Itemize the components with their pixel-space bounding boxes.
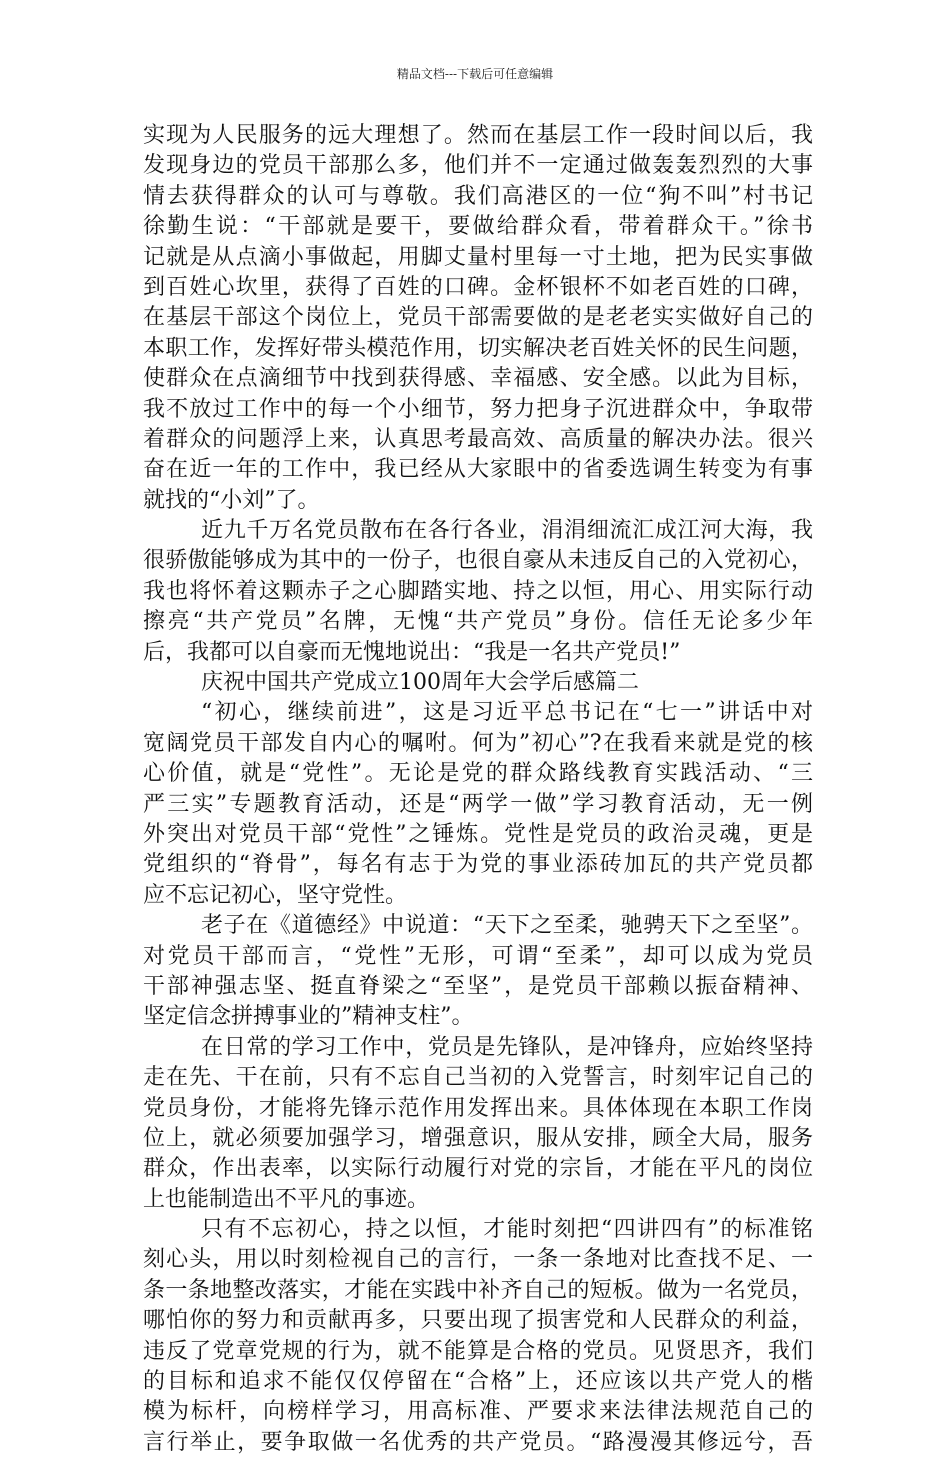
page-header: 精品文档---下载后可任意编辑 (396, 67, 554, 81)
document-body (143, 121, 813, 1458)
text-line: 条一条地整改落实，才能在实践中补齐自己的短板。做为一名党员， (143, 1277, 813, 1303)
paragraph (143, 516, 813, 668)
paragraph (143, 668, 813, 698)
text-line: 到百姓心坎里，获得了百姓的口碑。金杯银杯不如老百姓的口碑， (143, 274, 813, 300)
text-line: 党组织的“脊骨”，每名有志于为党的事业添砖加瓦的共产党员都 (143, 852, 813, 878)
paragraph (143, 911, 813, 1033)
text-line: 就找的“小刘”了。 (143, 487, 320, 513)
text-line: 本职工作，发挥好带头模范作用，切实解决老百姓关怀的民生问题， (143, 335, 813, 361)
text-line: 对党员干部而言，“党性”无形，可谓“至柔”，却可以成为党员 (143, 943, 813, 969)
paragraph (143, 1215, 813, 1458)
text-line: 记就是从点滴小事做起，用脚丈量村里每一寸土地，把为民实事做 (143, 244, 813, 270)
text-line: 坚定信念拼搏事业的”精神支柱”。 (143, 1004, 474, 1030)
text-line: 上也能制造出不平凡的事迹。 (143, 1186, 430, 1212)
text-line: 外突出对党员干部“党性”之锤炼。党性是党员的政治灵魂，更是 (143, 821, 813, 847)
text-line: 徐勤生说：“干部就是要干，要做给群众看，带着群众干。”徐书 (143, 214, 813, 240)
text-line: 情去获得群众的认可与尊敬。我们高港区的一位“狗不叫”村书记 (143, 183, 813, 209)
text-line: 近九千万名党员散布在各行各业，涓涓细流汇成江河大海，我 (201, 518, 813, 544)
text-line: 位上，就必须要加强学习，增强意识，服从安排，顾全大局，服务 (143, 1125, 813, 1151)
text-line: 发现身边的党员干部那么多，他们并不一定通过做轰轰烈烈的大事 (143, 153, 813, 179)
text-line: 刻心头，用以时刻检视自己的言行，一条一条地对比查找不足、一 (143, 1247, 813, 1273)
paragraph (143, 121, 813, 516)
text-line: 在日常的学习工作中，党员是先锋队，是冲锋舟，应始终坚持 (201, 1034, 813, 1060)
text-line: 在基层干部这个岗位上，党员干部需要做的是老老实实做好自己的 (143, 305, 813, 331)
text-line: 走在先、干在前，只有不忘自己当初的入党誓言，时刻牢记自己的 (143, 1065, 813, 1091)
text-line: 言行举止，要争取做一名优秀的共产党员。“路漫漫其修远兮，吾 (143, 1429, 813, 1455)
text-line: 严三实”专题教育活动，还是“两学一做”学习教育活动，无一例 (143, 791, 813, 817)
text-line: 擦亮“共产党员”名牌，无愧“共产党员”身份。信任无论多少年 (143, 609, 813, 635)
text-line: 党员身份，才能将先锋示范作用发挥出来。具体体现在本职工作岗 (143, 1095, 813, 1121)
text-line: 模为标杆，向榜样学习，用高标准、严要求来法律法规范自己的 (143, 1399, 813, 1425)
text-line: 很骄傲能够成为其中的一份子，也很自豪从未违反自己的入党初心， (143, 548, 813, 574)
text-line: “初心，继续前进”，这是习近平总书记在“七一”讲话中对 (201, 700, 813, 726)
text-line: 后，我都可以自豪而无愧地说出：“我是一名共产党员!” (143, 639, 681, 665)
text-line: 我不放过工作中的每一个小细节，努力把身子沉进群众中，争取带 (143, 396, 813, 422)
text-line: 老子在《道德经》中说道：“天下之至柔，驰骋天下之至坚”。 (201, 913, 813, 939)
text-line: 实现为人民服务的远大理想了。然而在基层工作一段时间以后，我 (143, 123, 813, 148)
paragraph (143, 1033, 813, 1215)
text-line: 违反了党章党规的行为，就不能算是合格的党员。见贤思齐，我们 (143, 1338, 813, 1364)
text-line: 着群众的问题浮上来，认真思考最高效、高质量的解决办法。很兴 (143, 426, 813, 452)
text-line: 的目标和追求不能仅仅停留在“合格”上，还应该以共产党人的楷 (143, 1369, 813, 1395)
text-line: 宽阔党员干部发自内心的嘱咐。何为”初心”?在我看来就是党的核 (143, 730, 813, 756)
text-line: 庆祝中国共产党成立100周年大会学后感篇二 (201, 670, 639, 696)
text-line: 只有不忘初心，持之以恒，才能时刻把“四讲四有”的标准铭 (201, 1217, 813, 1243)
text-line: 哪怕你的努力和贡献再多，只要出现了损害党和人民群众的利益， (143, 1308, 813, 1334)
text-line: 奋在近一年的工作中，我已经从大家眼中的省委选调生转变为有事 (143, 457, 813, 483)
text-line: 群众，作出表率，以实际行动履行对党的宗旨，才能在平凡的岗位 (143, 1156, 813, 1182)
text-line: 应不忘记初心，坚守党性。 (143, 882, 408, 908)
text-line: 我也将怀着这颗赤子之心脚踏实地、持之以恒，用心、用实际行动 (143, 578, 813, 604)
text-line: 使群众在点滴细节中找到获得感、幸福感、安全感。以此为目标， (143, 366, 813, 392)
text-line: 心价值，就是“党性”。无论是党的群众路线教育实践活动、“三 (143, 761, 813, 787)
text-line: 干部神强志坚、挺直脊梁之“至坚”，是党员干部赖以振奋精神、 (143, 973, 813, 999)
paragraph (143, 698, 813, 911)
